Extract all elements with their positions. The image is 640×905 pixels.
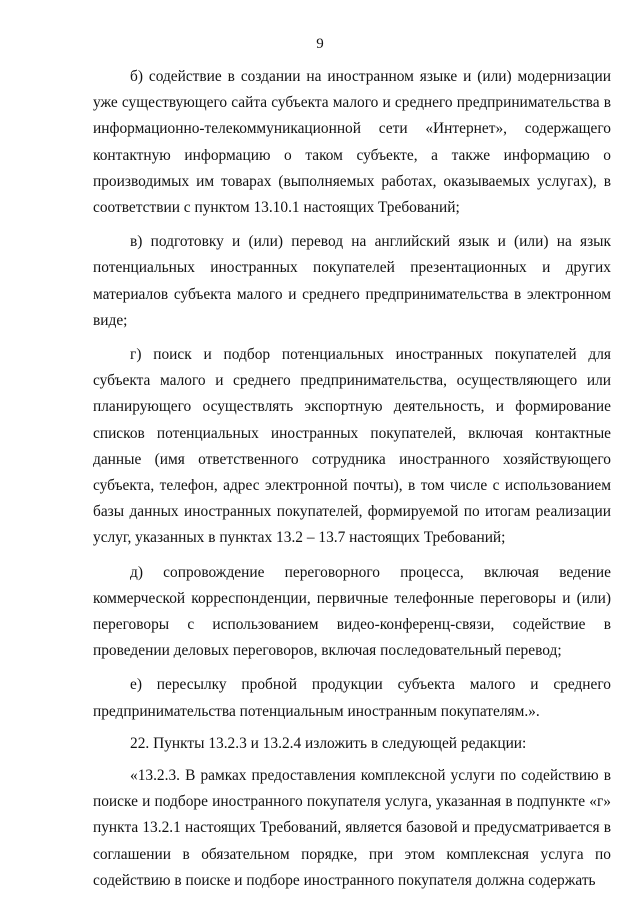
paragraph-b: б) содействие в создании на иностранном языке и (или) модернизации уже существующего сайта субъекта малого и среднего предпринимательства в информационно-телекоммуникационной сети «Интернет», содержащего контактную информацию о таком субъекте, а также информацию о производимых им товарах (выполняемых работах, оказываемых услугах), в соответствии с пунктом 13.10.1 настоящих Требований; [93,68,611,217]
paragraph-e: е) пересылку пробной продукции субъекта малого и среднего предпринимательства потенциальным иностранным покупателям.». [93,676,611,720]
paragraph-d: д) сопровождение переговорного процесса, включая ведение коммерческой корреспонденции, первичные телефонные переговоры и (или) переговоры с использованием видео-конференц-связи, содействие в проведении деловых переговоров, включая последовательный перевод; [93,563,611,660]
paragraph-g: г) поиск и подбор потенциальных иностранных покупателей для субъекта малого и среднего предпринимательства, осуществляющего или планирующего осуществлять экспортную деятельность, и формирование списков потенциальных иностранных покупателей, включая контактные данные (имя ответственного сотрудника иностранного хозяйствующего субъекта, телефон, адрес электронной почты), в том числе с использованием базы данных иностранных покупателей, формируемой по итогам реализации услуг, указанных в пунктах 13.2 – 13.7 настоящих Требований; [93,346,611,547]
document-body [93,64,611,894]
paragraph-13-2-3: «13.2.3. В рамках предоставления комплексной услуги по содействию в поиске и подборе иностранного покупателя услуга, указанная в подпункте «г» пункта 13.2.1 настоящих Требований, является базовой и предусматривается в соглашении в обязательном порядке, при этом комплексная услуга по содействию в поиске и подборе иностранного покупателя должна содержать [93,767,611,889]
paragraph-item-22: 22. Пункты 13.2.3 и 13.2.4 изложить в следующей редакции: [130,734,527,752]
page-number: 9 [316,36,324,52]
paragraph-v: в) подготовку и (или) перевод на английский язык и (или) на язык потенциальных иностранных покупателей презентационных и других материалов субъекта малого и среднего предпринимательства в электронном виде; [93,233,611,329]
